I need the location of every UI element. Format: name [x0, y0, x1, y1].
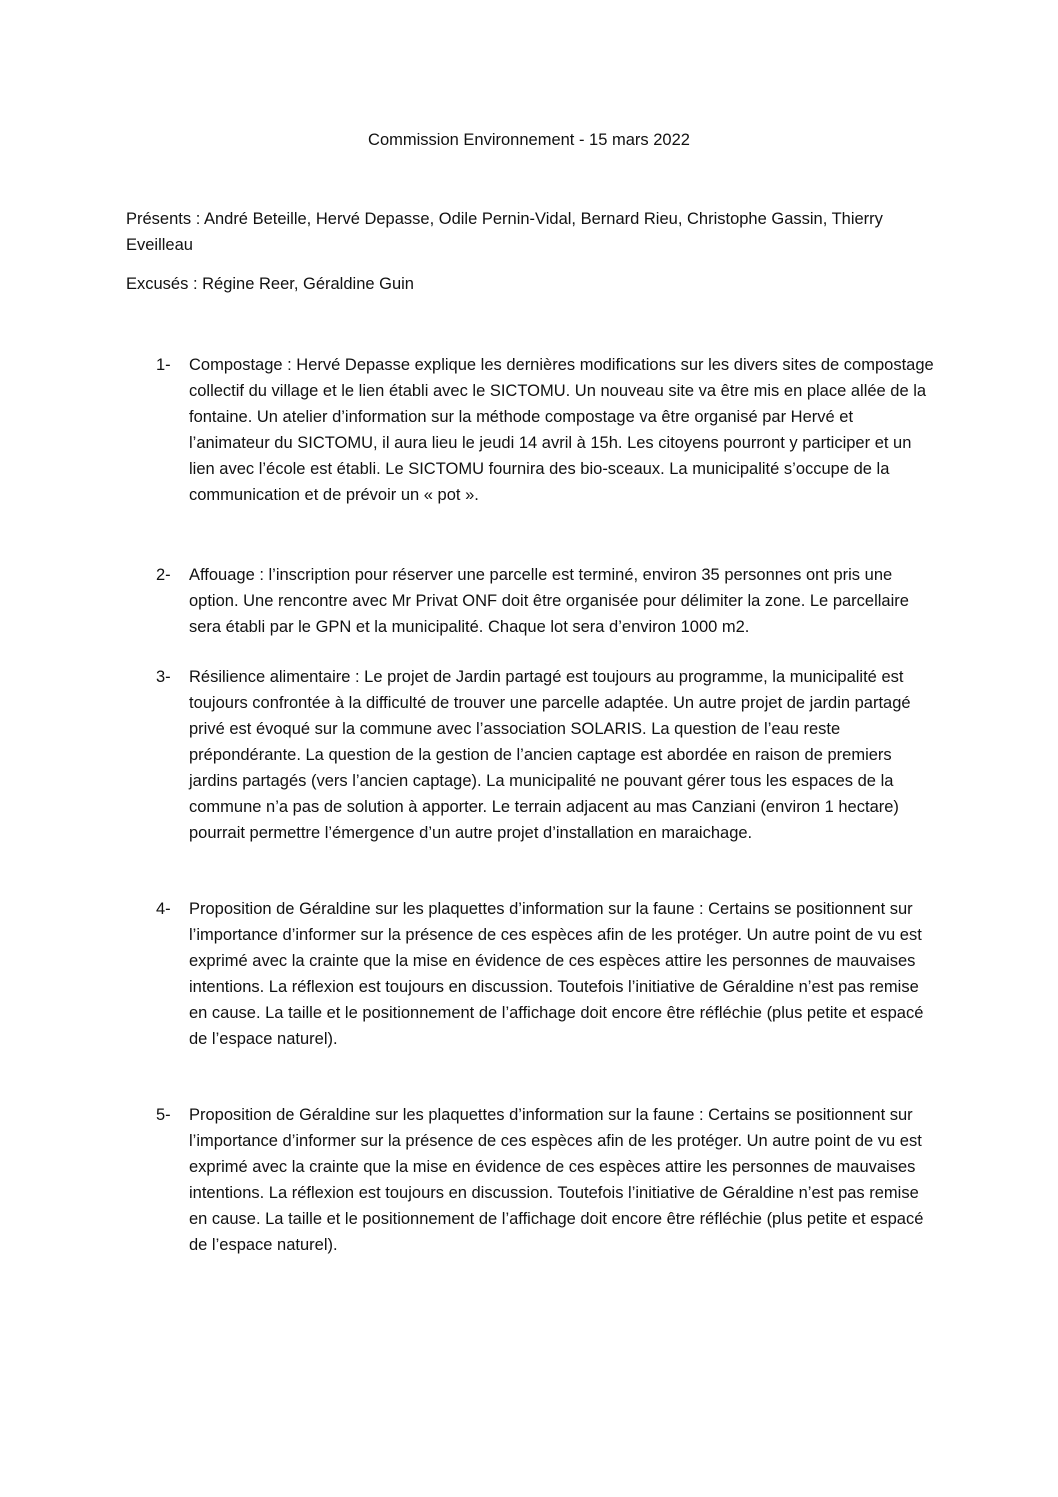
- agenda-item-number: 2-: [156, 566, 171, 584]
- agenda-item-text: Proposition de Géraldine sur les plaquettes d’information sur la faune : Certains se positionnent sur l’importance d’informer sur la présence de ces espèces afin de les protéger. Un autre point de vu est exprimé avec la crainte que la mise en évidence de ces espèces attire les personnes de mauvaises intentions. La réflexion est toujours en discussion. Toutefois l’initiative de Géraldine n’est pas remise en cause. La taille et le positionnement de l’affichage doit encore être réfléchie (plus petite et espacé de l’espace naturel).: [189, 900, 924, 1048]
- agenda-item-text: Compostage : Hervé Depasse explique les dernières modifications sur les divers sites de compostage collectif du village et le lien établi avec le SICTOMU. Un nouveau site va être mis en place allée de la fontaine. Un atelier d’information sur la méthode compostage va être organisé par Hervé et l’animateur du SICTOMU, il aura lieu le jeudi 14 avril à 15h. Les citoyens pourront y participer et un lien avec l’école est établi. Le SICTOMU fournira des bio-sceaux. La municipalité s’occupe de la communication et de prévoir un « pot ».: [189, 356, 934, 504]
- agenda-item-number: 1-: [156, 356, 171, 374]
- attendees-line: Présents : André Beteille, Hervé Depasse, Odile Pernin-Vidal, Bernard Rieu, Christophe Gassin, Thierry Eveilleau: [126, 210, 883, 254]
- agenda-item-number: 4-: [156, 900, 171, 918]
- excused-line: Excusés : Régine Reer, Géraldine Guin: [126, 275, 414, 293]
- document-title: Commission Environnement - 15 mars 2022: [368, 131, 690, 149]
- agenda-item-text: Affouage : l’inscription pour réserver une parcelle est terminé, environ 35 personnes ont pris une option. Une rencontre avec Mr Privat ONF doit être organisée pour délimiter la zone. Le parcellaire sera établi par le GPN et la municipalité. Chaque lot sera d’environ 1000 m2.: [189, 566, 909, 636]
- agenda-item-number: 5-: [156, 1106, 171, 1124]
- agenda-item-text: Proposition de Géraldine sur les plaquettes d’information sur la faune : Certains se positionnent sur l’importance d’informer sur la présence de ces espèces afin de les protéger. Un autre point de vu est exprimé avec la crainte que la mise en évidence de ces espèces attire les personnes de mauvaises intentions. La réflexion est toujours en discussion. Toutefois l’initiative de Géraldine n’est pas remise en cause. La taille et le positionnement de l’affichage doit encore être réfléchie (plus petite et espacé de l’espace naturel).: [189, 1106, 924, 1254]
- agenda-item-number: 3-: [156, 668, 171, 686]
- agenda-item-text: Résilience alimentaire : Le projet de Jardin partagé est toujours au programme, la municipalité est toujours confrontée à la difficulté de trouver une parcelle adaptée. Un autre projet de jardin partagé privé est évoqué sur la commune avec l’association SOLARIS. La question de l’eau reste prépondérante. La question de la gestion de l’ancien captage est abordée en raison de premiers jardins partagés (vers l’ancien captage). La municipalité ne pouvant gérer tous les espaces de la commune n’a pas de solution à apporter. Le terrain adjacent au mas Canziani (environ 1 hectare) pourrait permettre l’émergence d’un autre projet d’installation en maraichage.: [189, 668, 911, 842]
